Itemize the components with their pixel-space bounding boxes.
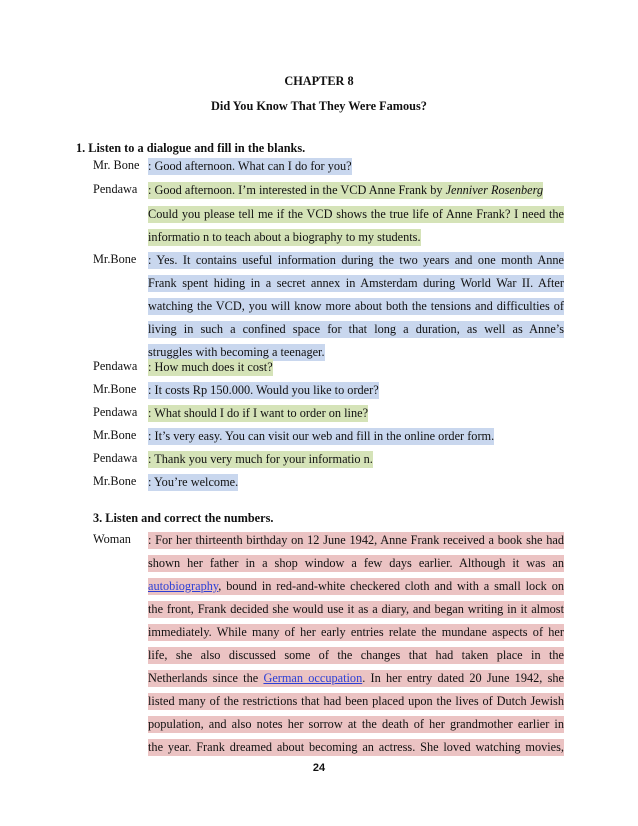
passage-line (148, 739, 564, 756)
dialogue-text: : How much does it cost? (148, 360, 273, 374)
dialogue-text: Frank spent hiding in a secret annex in Amsterdam during World War II. After (148, 276, 564, 290)
dialogue-line (148, 252, 564, 269)
dialogue-text: : Good afternoon. What can I do for you? (148, 159, 352, 173)
passage-text: , bound in red-and-white checkered cloth and with a small lock on (218, 579, 564, 593)
passage-line (148, 555, 564, 572)
dialogue-line (148, 321, 564, 338)
speaker-label: Mr.Bone (93, 474, 137, 488)
dialogue-line (148, 428, 494, 445)
passage-line (148, 670, 564, 687)
dialogue-text: : Good afternoon. I’m interested in the VCD Anne Frank by (148, 183, 446, 197)
page-number: 24 (312, 762, 326, 774)
passage-text: population, and also notes her sorrow at the death of her grandmother earlier in (148, 717, 564, 731)
passage-text: life, she also discussed some of the changes that had taken place in the (148, 648, 564, 662)
dialogue-text: : What should I do if I want to order on line? (148, 406, 369, 420)
dialogue-line (148, 474, 238, 491)
speaker-label: Pendawa (93, 182, 138, 196)
passage-text: the front, Frank decided she would use it as a diary, and began writing in it almost (148, 602, 564, 616)
dialogue-line (148, 158, 352, 175)
dialogue-text: struggles with becoming a teenager. (148, 345, 325, 359)
dialogue-text: informatio n to teach about a biography to my students. (148, 230, 421, 244)
dialogue-text: Could you please tell me if the VCD shows the true life of Anne Frank? I need the (148, 207, 564, 221)
dialogue-line (148, 275, 564, 292)
passage-line (148, 647, 564, 664)
hyperlink[interactable]: autobiography (148, 579, 219, 593)
passage-text: Netherlands since the (148, 671, 264, 685)
passage-line (148, 716, 564, 733)
dialogue-text: : It’s very easy. You can visit our web and fill in the online order form. (148, 429, 495, 443)
passage-line (148, 624, 564, 641)
passage-text: listed many of the restrictions that had been placed upon the lives of Dutch Jewish (148, 694, 564, 708)
chapter-title: Did You Know That They Were Famous? (211, 99, 427, 113)
passage-text: : For her thirteenth birthday on 12 June 1942, Anne Frank received a book she had (148, 533, 564, 547)
speaker-label: Pendawa (93, 359, 138, 373)
hyperlink[interactable]: German occupation (263, 671, 363, 685)
author-name: Jenniver Rosenberg (445, 183, 544, 197)
dialogue-line (148, 206, 564, 223)
section1-heading: 1. Listen to a dialogue and fill in the blanks. (76, 141, 306, 155)
speaker-label: Mr.Bone (93, 382, 137, 396)
dialogue-text: : It costs Rp 150.000. Would you like to order? (148, 383, 379, 397)
dialogue-line (148, 405, 368, 422)
dialogue-text: : Thank you very much for your informatio n. (148, 452, 373, 466)
passage-text: shown her father in a shop window a few days earlier. Although it was an (148, 556, 564, 570)
passage-text: . In her entry dated 20 June 1942, she (362, 671, 564, 685)
passage-line (148, 601, 564, 618)
speaker-woman: Woman (93, 532, 131, 546)
speaker-label: Mr.Bone (93, 428, 137, 442)
passage-line (148, 578, 564, 595)
dialogue-line (148, 298, 564, 315)
dialogue-line (148, 382, 379, 399)
dialogue-line (148, 359, 273, 376)
section3-heading: 3. Listen and correct the numbers. (93, 511, 274, 525)
dialogue-text: : Yes. It contains useful information during the two years and one month Anne (148, 253, 564, 267)
passage-text: the year. Frank dreamed about becoming an actress. She loved watching movies, (148, 740, 564, 754)
passage-line (148, 532, 564, 549)
speaker-label: Mr.Bone (93, 252, 137, 266)
passage-text: immediately. While many of her early entries relate the mundane aspects of her (148, 625, 564, 639)
dialogue-text: watching the VCD, you will know more about both the tensions and difficulties of (148, 299, 564, 313)
chapter-heading: CHAPTER 8 (284, 74, 354, 88)
passage-line (148, 693, 564, 710)
dialogue-text: : You’re welcome. (148, 475, 239, 489)
dialogue-line (148, 182, 543, 199)
dialogue-line (148, 451, 373, 468)
speaker-label: Pendawa (93, 451, 138, 465)
dialogue-line (148, 229, 421, 246)
speaker-label: Mr. Bone (93, 158, 140, 172)
dialogue-text: living in such a confined space for that long a duration, as well as Anne’s (148, 322, 564, 336)
speaker-label: Pendawa (93, 405, 138, 419)
